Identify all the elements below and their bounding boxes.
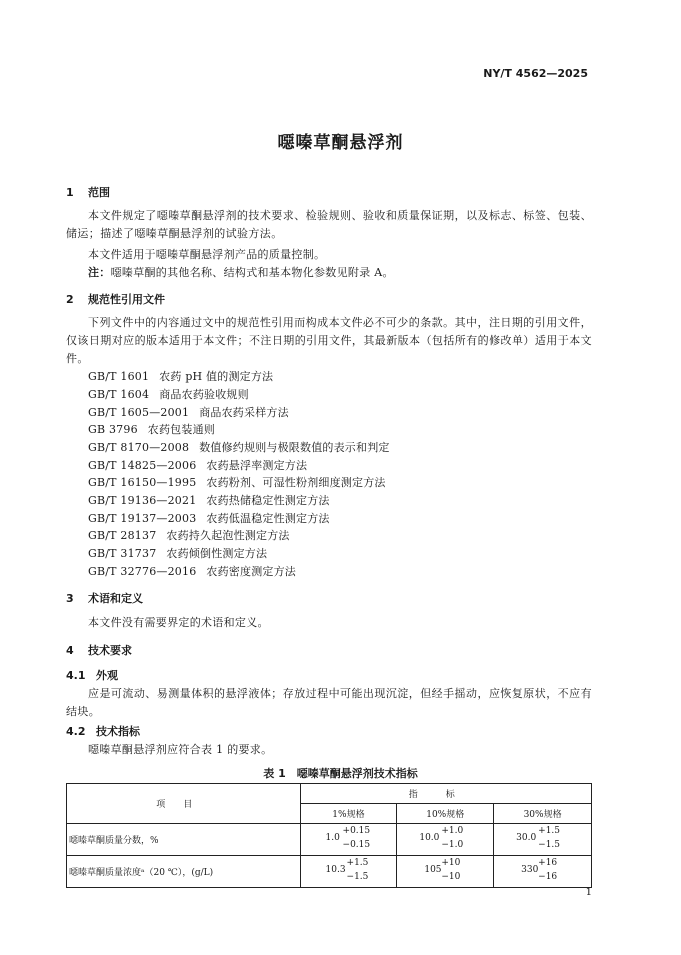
reference-item (88, 404, 289, 420)
reference-code: GB/T 14825—2006 (88, 459, 197, 472)
reference-code: GB/T 31737 (88, 547, 157, 560)
minus-tolerance: −0.15 (342, 840, 371, 850)
value-cell (300, 856, 397, 888)
base-value: 330 (521, 865, 539, 875)
base-value: 10.3 (325, 865, 346, 875)
section-title: 技术要求 (88, 644, 132, 657)
reference-title: 商品农药验收规则 (159, 388, 249, 401)
plus-tolerance: +1.5 (538, 826, 561, 836)
reference-code: GB/T 8170—2008 (88, 441, 190, 454)
value-cell (494, 824, 592, 856)
plus-tolerance: +16 (538, 858, 558, 868)
reference-title: 农药密度测定方法 (206, 565, 297, 578)
base-value: 105 (424, 865, 442, 875)
section-title: 范围 (88, 186, 110, 199)
subsection-4-2-paragraph: 噁嗪草酮悬浮剂应符合表 1 的要求。 (88, 743, 273, 756)
section-1-heading (66, 184, 110, 200)
reference-title: 农药持久起泡性测定方法 (166, 529, 290, 542)
grade-header-30pct: 30%规格 (494, 804, 592, 824)
reference-item (88, 386, 249, 402)
section-number: 4 (66, 644, 74, 657)
minus-tolerance: −1.5 (538, 840, 561, 850)
section-number: 3 (66, 592, 74, 605)
grade-header-1pct: 1%规格 (300, 804, 397, 824)
minus-tolerance: −16 (538, 872, 558, 882)
reference-code: GB/T 1604 (88, 388, 150, 401)
reference-title: 农药倾倒性测定方法 (166, 547, 268, 560)
item-column-header: 项目 (67, 784, 301, 824)
base-value: 1.0 (325, 833, 340, 843)
reference-item (88, 368, 273, 384)
plus-tolerance: +1.5 (346, 858, 369, 868)
reference-item (88, 527, 290, 543)
plus-tolerance: +0.15 (342, 826, 371, 836)
table-row (67, 824, 592, 856)
standard-code: NY/T 4562—2025 (483, 67, 588, 80)
reference-code: GB/T 1601 (88, 370, 150, 383)
indicator-column-header: 指标 (300, 784, 591, 804)
reference-item (88, 457, 307, 473)
subsection-number: 4.2 (66, 725, 86, 738)
technical-indicator-table (66, 783, 592, 888)
reference-code: GB/T 32776—2016 (88, 565, 197, 578)
reference-item (88, 439, 390, 455)
reference-code: GB/T 1605—2001 (88, 406, 190, 419)
reference-item (88, 492, 330, 508)
reference-item (88, 421, 215, 437)
reference-code: GB 3796 (88, 423, 138, 436)
grade-header-10pct: 10%规格 (397, 804, 494, 824)
value-cell (494, 856, 592, 888)
page-number: 1 (585, 887, 592, 898)
subsection-title: 外观 (96, 669, 118, 682)
value-cell (300, 824, 397, 856)
section-number: 2 (66, 293, 74, 306)
subsection-4-2-heading (66, 723, 140, 739)
note-text: 噁嗪草酮的其他名称、结构式和基本物化参数见附录 A。 (110, 266, 394, 279)
section-2-intro: 下列文件中的内容通过文中的规范性引用而构成本文件必不可少的条款。其中，注日期的引用文件，仅该日期对应的版本适用于本文件；不注日期的引用文件，其最新版本（包括所有的修改单）适用于本文件。 (66, 316, 592, 365)
reference-title: 农药粉剂、可湿性粉剂细度测定方法 (206, 476, 386, 489)
reference-title: 农药低温稳定性测定方法 (206, 512, 330, 525)
section-3-paragraph: 本文件没有需要界定的术语和定义。 (88, 616, 269, 629)
base-value: 10.0 (419, 833, 440, 843)
section-1-paragraph-2: 本文件适用于噁嗪草酮悬浮剂产品的质量控制。 (88, 248, 326, 261)
row-label: 噁嗪草酮质量浓度ᵃ（20 ℃），(g/L) (67, 856, 301, 888)
reference-code: GB/T 28137 (88, 529, 157, 542)
table-row (67, 856, 592, 888)
row-label: 噁嗪草酮质量分数，% (67, 824, 301, 856)
section-title: 规范性引用文件 (88, 293, 165, 306)
reference-title: 农药 pH 值的测定方法 (159, 370, 274, 383)
section-2-heading (66, 291, 165, 307)
section-title: 术语和定义 (88, 592, 143, 605)
minus-tolerance: −1.5 (346, 872, 369, 882)
reference-title: 农药包装通则 (147, 423, 215, 436)
section-number: 1 (66, 186, 74, 199)
reference-code: GB/T 16150—1995 (88, 476, 197, 489)
reference-title: 农药悬浮率测定方法 (206, 459, 308, 472)
section-4-heading (66, 642, 132, 658)
section-1-note (88, 264, 394, 280)
section-3-heading (66, 590, 143, 606)
subsection-4-1-heading (66, 667, 118, 683)
note-label: 注： (88, 266, 111, 279)
table-header-row (67, 784, 592, 804)
reference-item (88, 510, 330, 526)
reference-item (88, 545, 267, 561)
section-1-paragraph-1: 本文件规定了噁嗪草酮悬浮剂的技术要求、检验规则、验收和质量保证期，以及标志、标签、包装、储运；描述了噁嗪草酮悬浮剂的试验方法。 (66, 209, 592, 240)
reference-code: GB/T 19136—2021 (88, 494, 197, 507)
table-caption: 表 1 噁嗪草酮悬浮剂技术指标 (263, 767, 418, 780)
subsection-title: 技术指标 (96, 725, 140, 738)
value-cell (397, 824, 494, 856)
base-value: 30.0 (516, 833, 537, 843)
value-cell (397, 856, 494, 888)
plus-tolerance: +1.0 (441, 826, 464, 836)
reference-item (88, 474, 386, 490)
plus-tolerance: +10 (441, 858, 461, 868)
reference-title: 商品农药采样方法 (199, 406, 289, 419)
subsection-number: 4.1 (66, 669, 86, 682)
document-title: 噁嗪草酮悬浮剂 (277, 133, 404, 153)
minus-tolerance: −1.0 (441, 840, 464, 850)
reference-code: GB/T 19137—2003 (88, 512, 197, 525)
reference-title: 农药热储稳定性测定方法 (206, 494, 330, 507)
subsection-4-1-paragraph: 应是可流动、易测量体积的悬浮液体；存放过程中可能出现沉淀，但经手摇动，应恢复原状，不应有结块。 (66, 687, 592, 718)
minus-tolerance: −10 (441, 872, 461, 882)
reference-title: 数值修约规则与极限数值的表示和判定 (199, 441, 390, 454)
reference-item (88, 563, 296, 579)
